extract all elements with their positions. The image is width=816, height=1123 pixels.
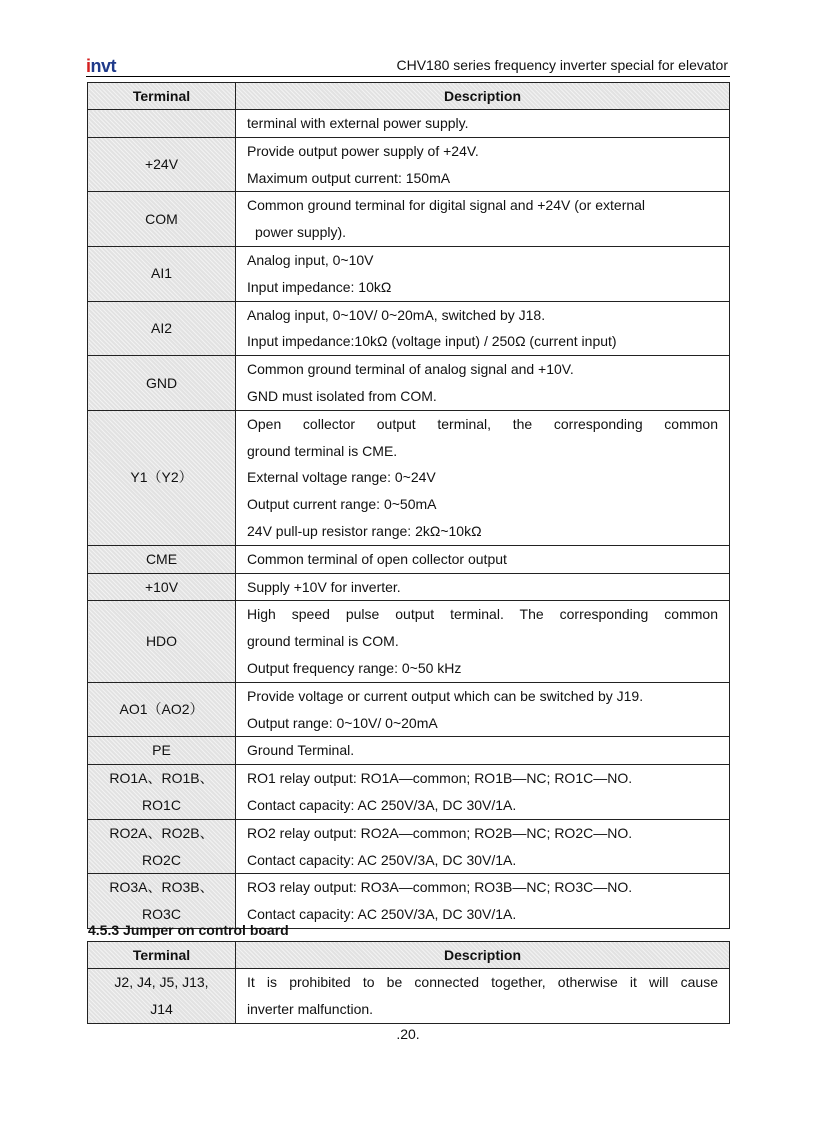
description-line: Analog input, 0~10V/ 0~20mA, switched by J18. — [247, 306, 546, 323]
header-description: Description — [236, 942, 730, 969]
description-cell — [236, 969, 730, 1024]
terminal-label: J14 — [150, 1000, 173, 1017]
terminal-label: +10V — [144, 578, 179, 595]
table-row — [88, 682, 730, 737]
description-cell — [236, 765, 730, 820]
terminal-label: PE — [152, 742, 171, 759]
description-line: ground terminal is COM. — [247, 633, 399, 650]
terminal-cell — [88, 137, 236, 192]
terminal-cell — [88, 356, 236, 411]
jumper-table — [87, 941, 730, 1024]
table-row — [88, 246, 730, 301]
terminal-cell — [88, 819, 236, 874]
table-row — [88, 601, 730, 682]
terminal-label: CME — [145, 550, 178, 567]
terminal-label: Y1（Y2） — [130, 469, 193, 486]
description-cell — [236, 601, 730, 682]
description-line: Common ground terminal for digital signal and +24V (or external — [247, 197, 646, 214]
description-line: Contact capacity: AC 250V/3A, DC 30V/1A. — [247, 906, 517, 923]
terminal-cell — [88, 246, 236, 301]
table-row — [88, 545, 730, 573]
table-row — [88, 192, 730, 247]
terminal-cell — [88, 545, 236, 573]
description-line: Input impedance:10kΩ (voltage input) / 250Ω (current input) — [247, 333, 617, 350]
header-description: Description — [236, 83, 730, 110]
table-row — [88, 765, 730, 820]
table-row — [88, 356, 730, 411]
description-cell — [236, 682, 730, 737]
description-line: Output current range: 0~50mA — [247, 496, 437, 513]
terminal-label: RO1A、RO1B、 — [109, 770, 214, 787]
description-line: High speed pulse output terminal. The corresponding common — [247, 606, 718, 623]
description-line: terminal with external power supply. — [247, 115, 469, 131]
terminal-label: RO2A、RO2B、 — [109, 824, 214, 841]
table-row — [88, 410, 730, 545]
description-line: It is prohibited to be connected together, otherwise it will cause — [247, 974, 718, 990]
description-line: Analog input, 0~10V — [247, 251, 374, 268]
terminal-cell — [88, 737, 236, 765]
terminal-label: AI2 — [150, 319, 172, 336]
description-cell — [236, 737, 730, 765]
terminal-cell — [88, 874, 236, 929]
terminal-cell — [88, 110, 236, 138]
description-line: ground terminal is CME. — [247, 442, 398, 459]
description-line: Common ground terminal of analog signal and +10V. — [247, 361, 574, 378]
terminal-label: COM — [145, 210, 178, 227]
description-cell — [236, 573, 730, 601]
terminal-label — [88, 110, 235, 137]
description-line: RO3 relay output: RO3A—common; RO3B—NC; RO3C—NO. — [247, 879, 633, 896]
table-row — [88, 110, 730, 138]
description-line: 24V pull-up resistor range: 2kΩ~10kΩ — [247, 522, 482, 539]
description-line: GND must isolated from COM. — [247, 387, 437, 404]
terminal-label: HDO — [145, 633, 178, 650]
description-cell — [236, 819, 730, 874]
description-line: Output range: 0~10V/ 0~20mA — [247, 714, 438, 731]
terminal-cell — [88, 765, 236, 820]
terminal-table — [87, 82, 730, 929]
description-line: Open collector output terminal, the corresponding common — [247, 415, 718, 432]
terminal-cell — [88, 969, 236, 1024]
terminal-label: AI1 — [150, 265, 172, 282]
terminal-label: +24V — [144, 156, 179, 173]
table-header-row — [88, 83, 730, 110]
description-line: Maximum output current: 150mA — [247, 169, 451, 186]
description-line: Common terminal of open collector output — [247, 550, 507, 567]
terminal-label: GND — [145, 374, 178, 391]
description-line: Supply +10V for inverter. — [247, 578, 401, 595]
description-cell — [236, 137, 730, 192]
description-line: RO2 relay output: RO2A—common; RO2B—NC; RO2C—NO. — [247, 824, 633, 841]
description-line: Contact capacity: AC 250V/3A, DC 30V/1A. — [247, 796, 517, 813]
terminal-cell — [88, 301, 236, 356]
description-cell — [236, 301, 730, 356]
page-header — [86, 52, 730, 77]
description-cell — [236, 110, 730, 138]
description-line: RO1 relay output: RO1A—common; RO1B—NC; RO1C—NO. — [247, 770, 633, 787]
table-row — [88, 874, 730, 929]
description-line: inverter malfunction. — [247, 1000, 374, 1017]
description-line: Provide voltage or current output which can be switched by J19. — [247, 687, 644, 704]
terminal-label: AO1（AO2） — [119, 701, 204, 718]
header-terminal: Terminal — [88, 942, 236, 969]
description-line: Contact capacity: AC 250V/3A, DC 30V/1A. — [247, 851, 517, 868]
terminal-cell — [88, 192, 236, 247]
terminal-label: J2, J4, J5, J13, — [114, 974, 209, 990]
terminal-cell — [88, 682, 236, 737]
description-line: External voltage range: 0~24V — [247, 469, 436, 486]
description-cell — [236, 356, 730, 411]
terminal-label: RO3A、RO3B、 — [109, 879, 214, 896]
description-cell — [236, 545, 730, 573]
description-cell — [236, 192, 730, 247]
description-line: Output frequency range: 0~50 kHz — [247, 659, 462, 676]
terminal-label: RO1C — [142, 796, 181, 813]
table-row — [88, 137, 730, 192]
terminal-cell — [88, 410, 236, 545]
description-cell — [236, 874, 730, 929]
description-line: Provide output power supply of +24V. — [247, 142, 479, 159]
table-row — [88, 301, 730, 356]
invt-logo: invt — [86, 56, 117, 76]
description-line: Input impedance: 10kΩ — [247, 278, 392, 295]
description-cell — [236, 410, 730, 545]
table-row — [88, 573, 730, 601]
section-title: 4.5.3 Jumper on control board — [88, 922, 289, 938]
header-terminal: Terminal — [88, 83, 236, 110]
page-number: .20. — [396, 1026, 420, 1042]
table-row — [88, 737, 730, 765]
table-row — [88, 969, 730, 1024]
terminal-cell — [88, 573, 236, 601]
description-cell — [236, 246, 730, 301]
table-row — [88, 819, 730, 874]
table-header-row — [88, 942, 730, 969]
terminal-label: RO3C — [142, 906, 181, 923]
terminal-cell — [88, 601, 236, 682]
description-line: power supply). — [255, 224, 347, 241]
terminal-label: RO2C — [142, 851, 181, 868]
description-line: Ground Terminal. — [247, 742, 355, 759]
document-title: CHV180 series frequency inverter special for elevator — [396, 57, 728, 73]
